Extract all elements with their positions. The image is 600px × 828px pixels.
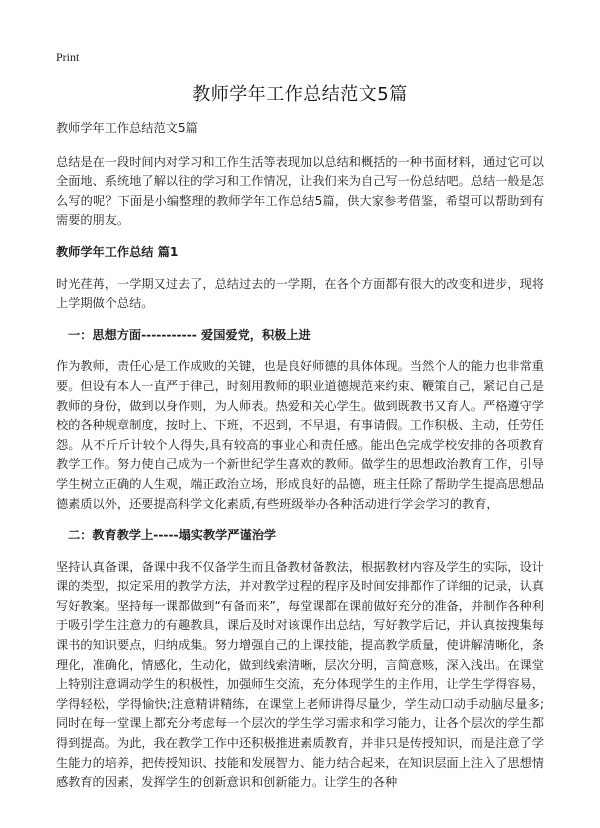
document-body: [56, 119, 544, 805]
section-heading: 教师学年工作总结 篇1: [56, 244, 179, 259]
teaching-paragraph: 坚持认真备课，备课中我不仅备学生而且备教材备教法，根据教材内容及学生的实际，设计课的类型，拟定采用的教学方法，并对教学过程的程序及时间安排都作了详细的记录，认真写好教案。坚持每一课都做到“有备而来”，每堂课都在课前做好充分的准备，并制作各种利于吸引学生注意力的有趣教具，课后及时对该课作出总结，写好教学后记，并认真按搜集每课书的知识要点，归纳成集。努力增强自己的上课技能，提高教学质量，使讲解清晰化，条理化，准确化，情感化，生动化，做到线索清晰，层次分明，言简意赅，深入浅出。在课堂上特别注意调动学生的积极性，加强师生交流，充分体现学生的主作用，让学生学得容易，学得轻松，学得愉快;注意精讲精练，在课堂上老师讲得尽量少，学生动口动手动脑尽量多;同时在每一堂课上都充分考虑每一个层次的学生学习需求和学习能力，让各个层次的学生都得到提高。为此，我在教学工作中还积极推进素质教育，并非只是传授知识，而是注意了学生能力的培养，把传授知识、技能和发展智力、能力结合起来，在知识层面上注入了思想情感教育的因素，发挥学生的创新意识和创新能力。让学生的各种: [56, 559, 544, 790]
print-label[interactable]: Print: [56, 50, 80, 64]
intro-paragraph: 总结是在一段时间内对学习和工作生活等表现加以总结和概括的一种书面材料，通过它可以全面地、系统地了解以往的学习和工作情况，让我们来为自己写一份总结吧。总结一般是怎么写的呢？下面是小编整理的教师学年工作总结5篇，供大家参考借鉴，希望可以帮助到有需要的朋友。: [56, 154, 544, 228]
document-subtitle: 教师学年工作总结范文5篇: [56, 121, 198, 135]
ideology-paragraph: 作为教师，责任心是工作成败的关键，也是良好师德的具体体现。当然个人的能力也非常重要。但设有本人一直严于律己，时刻用教师的职业道德规范来约束、鞭策自己，紧记自己是教师的身份，做到以身作则，为人师表。热爱和关心学生。做到既教书又育人。严格遵守学校的各种规章制度，按时上、下班，不迟到，不早退，有事请假。工作积极、主动，任劳任怨。从不斤斤计较个人得失,具有较高的事业心和责任感。能出色完成学校安排的各项教育教学工作。努力使自己成为一个新世纪学生喜欢的教师。做学生的思想政治教育工作，引导学生树立正确的人生观，端正政治立场，形成良好的品德，班主任除了帮助学生提高思想品德素质以外，还要提高科学文化素质,有些班级举办各种活动进行学会学习的教育，: [56, 359, 544, 511]
subsection-heading-ideology: 一：思想方面----------- 爱国爱党，积极上进: [68, 327, 311, 342]
subsection-heading-teaching: 二：教育教学上-----塌实教学严谨治学: [68, 528, 277, 543]
section-opening-paragraph: 时光荏苒，一学期又过去了，总结过去的一学期，在各个方面都有很大的改变和进步，现将上学期做个总结。: [56, 276, 544, 311]
document-title: 教师学年工作总结范文5篇: [192, 84, 408, 105]
